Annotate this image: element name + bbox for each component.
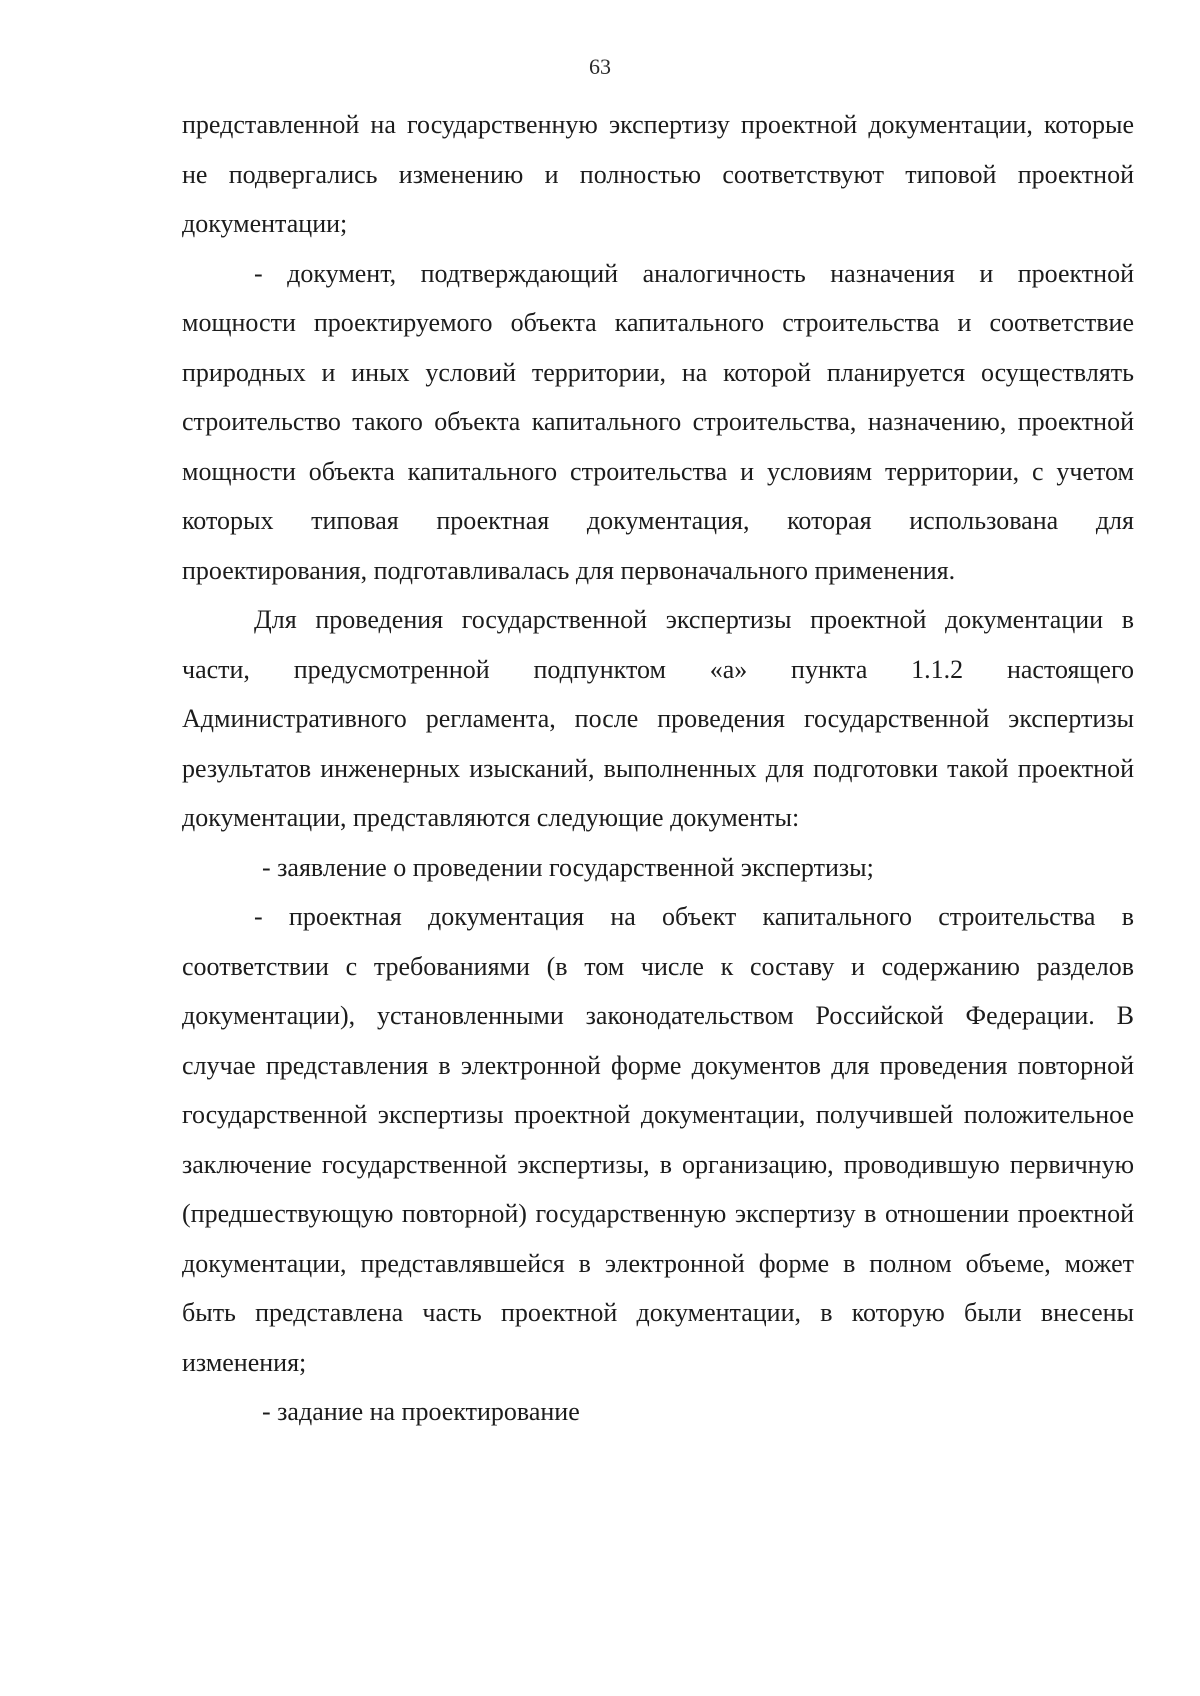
- document-body: [182, 100, 1134, 1437]
- paragraph-list-item-project-docs: - проектная документация на объект капитального строительства в соответствии с требованиями (в том числе к составу и содержанию разделов документации), установленными законодательством Российской Федерации. В случае представления в электронной форме документов для проведения повторной государственной экспертизы проектной документации, получившей положительное заключение государственной экспертизы, в организацию, проводившую первичную (предшествующую повторной) государственную экспертизу в отношении проектной документации, представлявшейся в электронной форме в полном объеме, может быть представлена часть проектной документации, в которую были внесены изменения;: [182, 902, 1134, 1377]
- paragraph-continuation: представленной на государственную экспертизу проектной документации, которые не подвергались изменению и полностью соответствуют типовой проектной документации;: [182, 110, 1134, 238]
- paragraph-list-item-document: - документ, подтверждающий аналогичность назначения и проектной мощности проектируемого объекта капитального строительства и соответствие природных и иных условий территории, на которой планируется осуществлять строительство такого объекта капитального строительства, назначению, проектной мощности объекта капитального строительства и условиям территории, с учетом которых типовая проектная документация, которая использована для проектирования, подготавливалась для первоначального применения.: [182, 258, 1134, 585]
- paragraph-expertise-requirements: Для проведения государственной экспертизы проектной документации в части, предусмотренной подпунктом «а» пункта 1.1.2 настоящего Административного регламента, после проведения государственной экспертизы результатов инженерных изысканий, выполненных для подготовки такой проектной документации, представляются следующие документы:: [182, 605, 1134, 832]
- paragraph-list-item-application: - заявление о проведении государственной экспертизы;: [262, 852, 874, 882]
- paragraph-list-item-design-task: - задание на проектирование: [262, 1397, 580, 1426]
- page-number: 63: [589, 54, 611, 79]
